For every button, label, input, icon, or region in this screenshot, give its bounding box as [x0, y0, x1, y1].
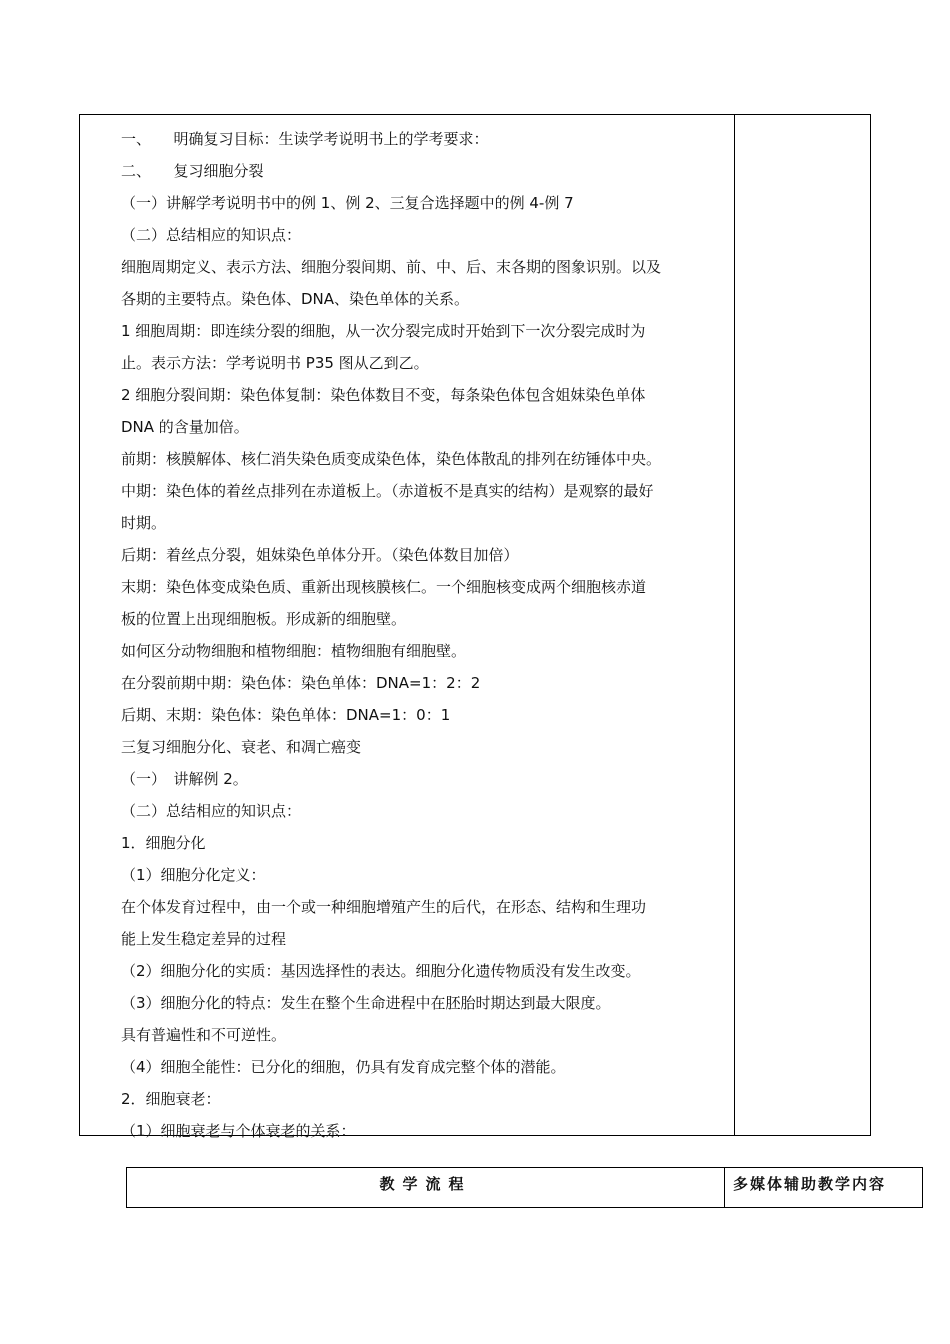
content-line: 在分裂前期中期：染色体：染色单体：DNA=1：2：2 [121, 674, 481, 692]
content-line: 能上发生稳定差异的过程 [121, 930, 287, 948]
content-line: 后期、末期：染色体：染色单体：DNA=1：0：1 [121, 706, 451, 724]
footer-column-divider [724, 1168, 725, 1207]
content-line: （1）细胞分化定义： [121, 866, 266, 884]
content-line: （二）总结相应的知识点： [121, 226, 302, 244]
content-line: （二）总结相应的知识点： [121, 802, 302, 820]
content-line: 前期：核膜解体、核仁消失染色质变成染色体，染色体散乱的排列在纺锤体中央。 [121, 450, 662, 468]
content-line: 具有普遍性和不可逆性。 [121, 1026, 287, 1044]
content-line: 细胞周期定义、表示方法、细胞分裂间期、前、中、后、末各期的图象识别。以及 [121, 258, 662, 276]
content-line: （一） 讲解例 2。 [121, 770, 248, 788]
content-line: 1 细胞周期：即连续分裂的细胞，从一次分裂完成时开始到下一次分裂完成时为 [121, 322, 646, 340]
content-line: （4）细胞全能性：已分化的细胞，仍具有发育成完整个体的潜能。 [121, 1058, 566, 1076]
content-line: 1．细胞分化 [121, 834, 206, 852]
content-line: 止。表示方法：学考说明书 P35 图从乙到乙。 [121, 354, 429, 372]
content-line: DNA 的含量加倍。 [121, 418, 249, 436]
content-line: 一、 明确复习目标：生读学考说明书上的学考要求： [121, 130, 489, 148]
content-line: 后期：着丝点分裂，姐妹染色单体分开。（染色体数目加倍） [121, 546, 519, 564]
content-line: 各期的主要特点。染色体、DNA、染色单体的关系。 [121, 290, 470, 308]
lesson-content-text [121, 123, 731, 1147]
content-line: 时期。 [121, 514, 167, 532]
multimedia-content-header: 多媒体辅助教学内容 [733, 1175, 887, 1193]
content-line: 2．细胞衰老： [121, 1090, 221, 1108]
content-line: 二、 复习细胞分裂 [121, 162, 264, 180]
content-line: （3）细胞分化的特点：发生在整个生命进程中在胚胎时期达到最大限度。 [121, 994, 611, 1012]
content-line: 2 细胞分裂间期：染色体复制：染色体数目不变，每条染色体包含姐妹染色单体 [121, 386, 646, 404]
column-divider [734, 115, 735, 1135]
lesson-content-table [79, 114, 871, 1140]
content-line: 中期：染色体的着丝点排列在赤道板上。（赤道板不是真实的结构）是观察的最好 [121, 482, 654, 500]
teaching-flow-header: 教学流程 [379, 1175, 472, 1193]
content-line: （2）细胞分化的实质：基因选择性的表达。细胞分化遗传物质没有发生改变。 [121, 962, 641, 980]
content-line: 三复习细胞分化、衰老、和凋亡癌变 [121, 738, 362, 756]
content-line: 末期：染色体变成染色质、重新出现核膜核仁。一个细胞核变成两个细胞核赤道 [121, 578, 647, 596]
content-line: 如何区分动物细胞和植物细胞：植物细胞有细胞壁。 [121, 642, 467, 660]
content-line: 板的位置上出现细胞板。形成新的细胞壁。 [121, 610, 407, 628]
content-line: （1）细胞衰老与个体衰老的关系： [121, 1122, 356, 1140]
content-line: （一）讲解学考说明书中的例 1、例 2、三复合选择题中的例 4-例 7 [121, 194, 574, 212]
content-line: 在个体发育过程中，由一个或一种细胞增殖产生的后代，在形态、结构和生理功 [121, 898, 647, 916]
footer-header-table [126, 1167, 923, 1208]
